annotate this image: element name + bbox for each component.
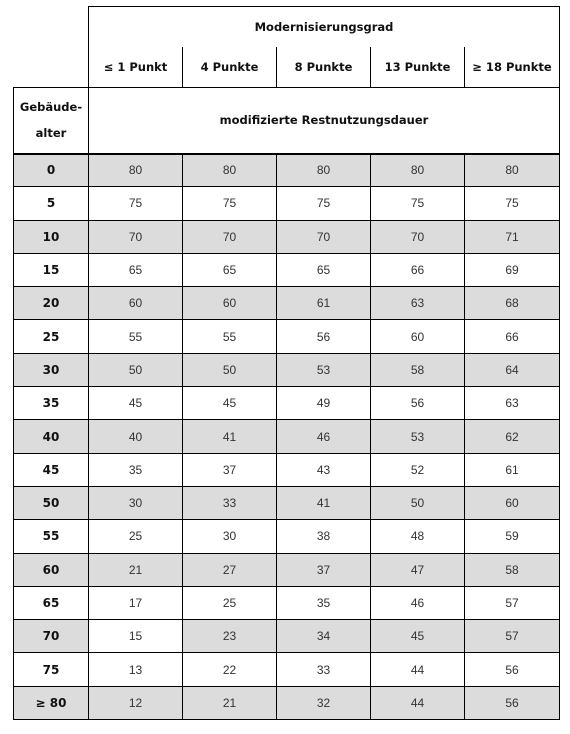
value-cell: 71 xyxy=(465,220,560,253)
age-cell: 60 xyxy=(14,553,89,586)
value-cell: 25 xyxy=(183,586,277,619)
value-cell: 61 xyxy=(277,287,371,320)
age-cell: 50 xyxy=(14,486,89,519)
age-cell: 15 xyxy=(14,253,89,286)
value-cell: 70 xyxy=(89,220,183,253)
value-cell: 75 xyxy=(89,187,183,220)
value-cell: 65 xyxy=(89,253,183,286)
value-cell: 41 xyxy=(183,420,277,453)
age-cell: 40 xyxy=(14,420,89,453)
value-cell: 70 xyxy=(277,220,371,253)
age-cell: ≥ 80 xyxy=(14,686,89,719)
value-cell: 30 xyxy=(183,520,277,553)
value-cell: 27 xyxy=(183,553,277,586)
value-cell: 66 xyxy=(465,320,560,353)
value-cell: 60 xyxy=(465,486,560,519)
value-cell: 37 xyxy=(277,553,371,586)
value-cell: 60 xyxy=(89,287,183,320)
value-cell: 33 xyxy=(183,486,277,519)
column-header-3: 8 Punkte xyxy=(277,47,371,88)
value-cell: 34 xyxy=(277,620,371,653)
value-cell: 37 xyxy=(183,453,277,486)
gebaeudealter-header: Gebäude- alter xyxy=(14,88,89,154)
value-cell: 44 xyxy=(371,653,465,686)
table-row xyxy=(14,653,560,686)
value-cell: 13 xyxy=(89,653,183,686)
modernisierungsgrad-header: Modernisierungsgrad xyxy=(89,7,560,47)
table-row xyxy=(14,154,560,187)
value-cell: 32 xyxy=(277,686,371,719)
value-cell: 55 xyxy=(183,320,277,353)
value-cell: 48 xyxy=(371,520,465,553)
value-cell: 40 xyxy=(89,420,183,453)
table-row xyxy=(14,553,560,586)
corner-blank xyxy=(14,7,89,47)
value-cell: 62 xyxy=(465,420,560,453)
value-cell: 44 xyxy=(371,686,465,719)
value-cell: 50 xyxy=(183,353,277,386)
age-cell: 55 xyxy=(14,520,89,553)
value-cell: 50 xyxy=(371,486,465,519)
value-cell: 70 xyxy=(371,220,465,253)
table-row xyxy=(14,486,560,519)
value-cell: 69 xyxy=(465,253,560,286)
value-cell: 63 xyxy=(371,287,465,320)
value-cell: 46 xyxy=(277,420,371,453)
value-cell: 63 xyxy=(465,387,560,420)
value-cell: 22 xyxy=(183,653,277,686)
value-cell: 56 xyxy=(277,320,371,353)
corner-blank-2 xyxy=(14,47,89,88)
value-cell: 33 xyxy=(277,653,371,686)
age-cell: 70 xyxy=(14,620,89,653)
value-cell: 75 xyxy=(371,187,465,220)
table-row xyxy=(14,187,560,220)
value-cell: 30 xyxy=(89,486,183,519)
value-cell: 58 xyxy=(465,553,560,586)
value-cell: 65 xyxy=(183,253,277,286)
value-cell: 35 xyxy=(277,586,371,619)
value-cell: 25 xyxy=(89,520,183,553)
value-cell: 53 xyxy=(371,420,465,453)
value-cell: 80 xyxy=(465,154,560,187)
value-cell: 47 xyxy=(371,553,465,586)
age-cell: 35 xyxy=(14,387,89,420)
value-cell: 61 xyxy=(465,453,560,486)
value-cell: 75 xyxy=(465,187,560,220)
value-cell: 15 xyxy=(89,620,183,653)
value-cell: 58 xyxy=(371,353,465,386)
value-cell: 60 xyxy=(371,320,465,353)
value-cell: 80 xyxy=(371,154,465,187)
table-row xyxy=(14,387,560,420)
value-cell: 45 xyxy=(183,387,277,420)
restnutzungsdauer-table xyxy=(13,6,560,720)
value-cell: 56 xyxy=(465,686,560,719)
table-row xyxy=(14,287,560,320)
table-row xyxy=(14,353,560,386)
restnutzungsdauer-subheader: modifizierte Restnutzungsdauer xyxy=(89,88,560,154)
column-header-5: ≥ 18 Punkte xyxy=(465,47,560,88)
age-cell: 45 xyxy=(14,453,89,486)
table-row xyxy=(14,253,560,286)
table-row xyxy=(14,420,560,453)
value-cell: 53 xyxy=(277,353,371,386)
age-cell: 25 xyxy=(14,320,89,353)
value-cell: 55 xyxy=(89,320,183,353)
table-row xyxy=(14,686,560,719)
table-row xyxy=(14,320,560,353)
age-cell: 20 xyxy=(14,287,89,320)
age-cell: 65 xyxy=(14,586,89,619)
value-cell: 57 xyxy=(465,586,560,619)
table-row xyxy=(14,220,560,253)
table-row xyxy=(14,586,560,619)
value-cell: 52 xyxy=(371,453,465,486)
age-cell: 10 xyxy=(14,220,89,253)
table-row xyxy=(14,620,560,653)
value-cell: 75 xyxy=(183,187,277,220)
value-cell: 43 xyxy=(277,453,371,486)
table-row xyxy=(14,453,560,486)
age-cell: 75 xyxy=(14,653,89,686)
value-cell: 70 xyxy=(183,220,277,253)
value-cell: 75 xyxy=(277,187,371,220)
column-header-4: 13 Punkte xyxy=(371,47,465,88)
value-cell: 59 xyxy=(465,520,560,553)
value-cell: 21 xyxy=(89,553,183,586)
value-cell: 68 xyxy=(465,287,560,320)
value-cell: 57 xyxy=(465,620,560,653)
age-cell: 5 xyxy=(14,187,89,220)
age-cell: 0 xyxy=(14,154,89,187)
value-cell: 12 xyxy=(89,686,183,719)
value-cell: 64 xyxy=(465,353,560,386)
value-cell: 49 xyxy=(277,387,371,420)
value-cell: 23 xyxy=(183,620,277,653)
value-cell: 45 xyxy=(89,387,183,420)
value-cell: 35 xyxy=(89,453,183,486)
table-row xyxy=(14,520,560,553)
value-cell: 66 xyxy=(371,253,465,286)
value-cell: 45 xyxy=(371,620,465,653)
value-cell: 65 xyxy=(277,253,371,286)
value-cell: 80 xyxy=(89,154,183,187)
column-header-2: 4 Punkte xyxy=(183,47,277,88)
value-cell: 21 xyxy=(183,686,277,719)
value-cell: 56 xyxy=(465,653,560,686)
value-cell: 60 xyxy=(183,287,277,320)
value-cell: 50 xyxy=(89,353,183,386)
value-cell: 80 xyxy=(277,154,371,187)
column-header-1: ≤ 1 Punkt xyxy=(89,47,183,88)
value-cell: 56 xyxy=(371,387,465,420)
value-cell: 80 xyxy=(183,154,277,187)
age-cell: 30 xyxy=(14,353,89,386)
value-cell: 38 xyxy=(277,520,371,553)
value-cell: 46 xyxy=(371,586,465,619)
value-cell: 41 xyxy=(277,486,371,519)
value-cell: 17 xyxy=(89,586,183,619)
